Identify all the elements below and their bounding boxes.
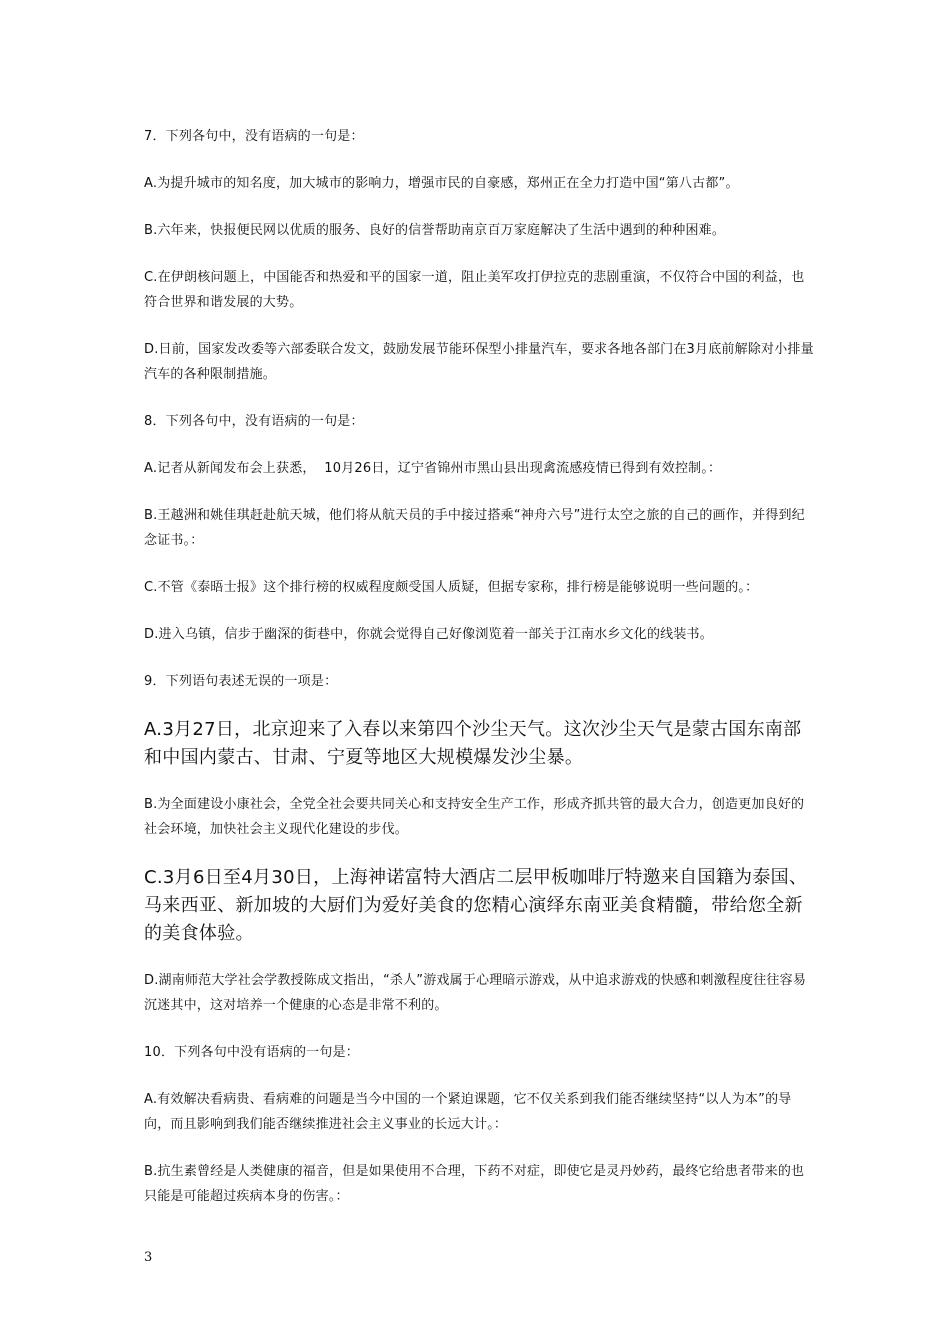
- page-content: [144, 124, 816, 1231]
- question-9-option-c: C.3月6日至4月30日，上海神诺富特大酒店二层甲板咖啡厅特邀来自国籍为泰国、马来西亚、新加坡的大厨们为爱好美食的您精心演绎东南亚美食精髓，带给您全新的美食体验。: [144, 867, 808, 944]
- question-8-stem: 8．下列各句中，没有语病的一句是：: [144, 414, 364, 429]
- question-9-option-a: A.3月27日，北京迎来了入春以来第四个沙尘天气。这次沙尘天气是蒙古国东南部和中国内蒙古、甘肃、宁夏等地区大规模爆发沙尘暴。: [144, 719, 802, 768]
- question-7-option-c: C.在伊朗核问题上，中国能否和热爱和平的国家一道，阻止美军攻打伊拉克的悲剧重演，不仅符合中国的利益，也符合世界和谐发展的大势。: [144, 270, 805, 310]
- question-9-stem: 9．下列语句表述无误的一项是：: [144, 674, 338, 689]
- question-7-option-d: D.日前，国家发改委等六部委联合发文，鼓励发展节能环保型小排量汽车，要求各地各部门在3月底前解除对小排量汽车的各种限制措施。: [144, 342, 814, 382]
- question-9-option-b: B.为全面建设小康社会，全党全社会要共同关心和支持安全生产工作，形成齐抓共管的最大合力，创造更加良好的社会环境，加快社会主义现代化建设的步伐。: [144, 797, 805, 837]
- question-10-option-b: B.抗生素曾经是人类健康的福音，但是如果使用不合理，下药不对症，即使它是灵丹妙药，最终它给患者带来的也只能是可能超过疾病本身的伤害。：: [144, 1164, 805, 1204]
- question-8-option-b: B.王越洲和姚佳琪赶赴航天城，他们将从航天员的手中接过搭乘“神舟六号”进行太空之旅的自己的画作，并得到纪念证书。：: [144, 508, 805, 548]
- question-9-option-d: D.湖南师范大学社会学教授陈成文指出，“杀人”游戏属于心理暗示游戏，从中追求游戏的快感和刺激程度往往容易沉迷其中，这对培养一个健康的心态是非常不利的。: [144, 973, 807, 1013]
- question-8-option-a: A.记者从新闻发布会上获悉， 10月26日，辽宁省锦州市黑山县出现禽流感疫情已得到有效控制。：: [144, 461, 722, 476]
- page-number: 3: [144, 1250, 153, 1265]
- question-8-option-c: C.不管《泰晤士报》这个排行榜的权威程度颇受国人质疑，但据专家称，排行榜是能够说明一些问题的。：: [144, 580, 759, 595]
- question-10-option-a: A.有效解决看病贵、看病难的问题是当今中国的一个紧迫课题，它不仅关系到我们能否继续坚持“以人为本”的导向，而且影响到我们能否继续推进社会主义事业的长远大计。：: [144, 1092, 792, 1132]
- question-10-stem: 10．下列各句中没有语病的一句是：: [144, 1045, 359, 1060]
- question-7-option-a: A.为提升城市的知名度，加大城市的影响力，增强市民的自豪感，郑州正在全力打造中国“第八古都”。: [144, 176, 739, 191]
- question-7-stem: 7．下列各句中，没有语病的一句是：: [144, 129, 364, 144]
- question-7-option-b: B.六年来，快报便民网以优质的服务、良好的信誉帮助南京百万家庭解决了生活中遇到的种种困难。: [144, 223, 726, 238]
- question-8-option-d: D.进入乌镇，信步于幽深的街巷中，你就会觉得自己好像浏览着一部关于江南水乡文化的线装书。: [144, 627, 713, 642]
